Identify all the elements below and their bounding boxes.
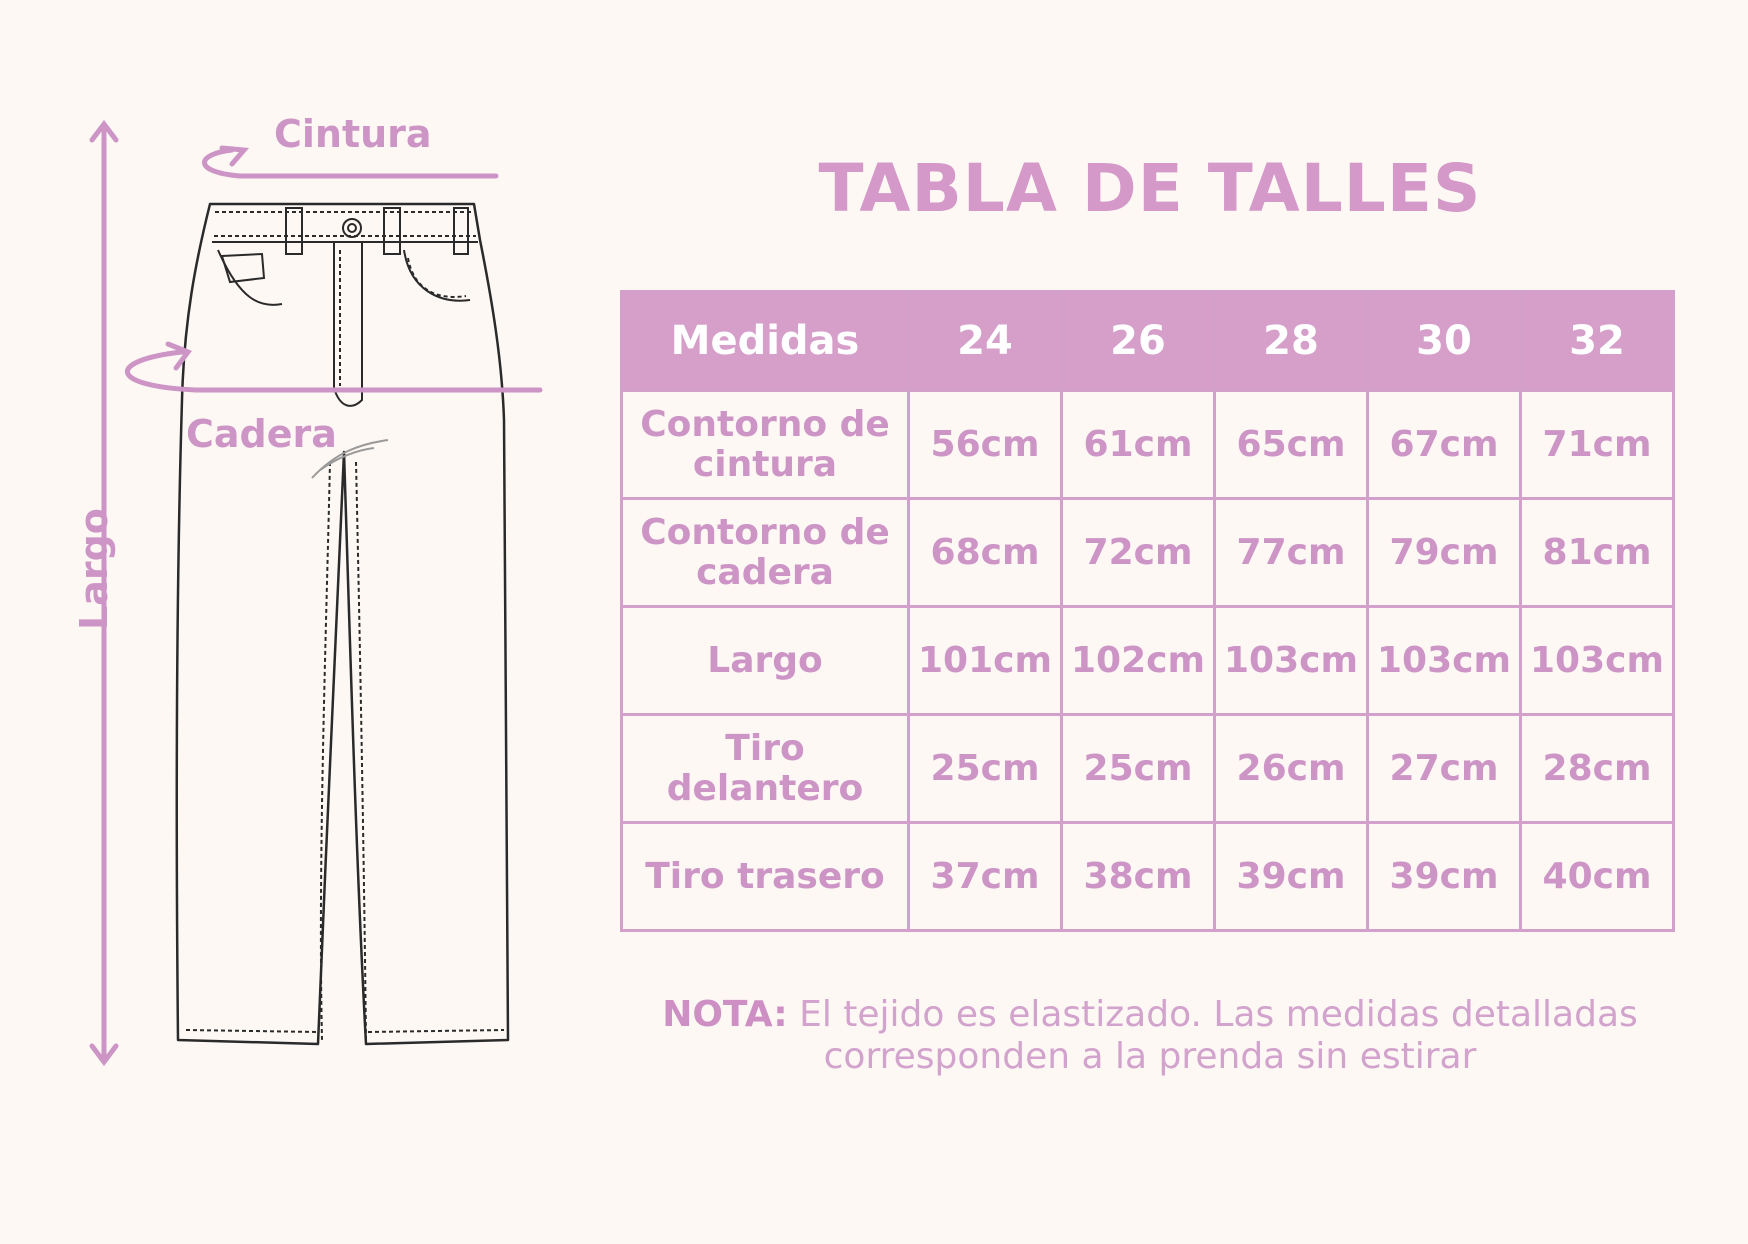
row-label: Tiro delantero bbox=[622, 715, 909, 823]
table-cell: 103cm bbox=[1368, 607, 1521, 715]
note bbox=[620, 994, 1680, 1078]
waist-label: Cintura bbox=[274, 112, 432, 156]
header-size: 30 bbox=[1368, 292, 1521, 391]
row-label: Tiro trasero bbox=[622, 823, 909, 931]
header-size: 26 bbox=[1062, 292, 1215, 391]
table-cell: 28cm bbox=[1521, 715, 1674, 823]
table-cell: 27cm bbox=[1368, 715, 1521, 823]
table-cell: 79cm bbox=[1368, 499, 1521, 607]
table-row bbox=[622, 823, 1674, 931]
table-cell: 103cm bbox=[1215, 607, 1368, 715]
hip-label: Cadera bbox=[186, 412, 337, 456]
table-header-row bbox=[622, 292, 1674, 391]
note-label: NOTA: bbox=[662, 994, 788, 1035]
table-cell: 25cm bbox=[909, 715, 1062, 823]
note-text: El tejido es elastizado. Las medidas detalladas corresponden a la prenda sin estirar bbox=[799, 994, 1638, 1077]
table-cell: 61cm bbox=[1062, 391, 1215, 499]
table-cell: 68cm bbox=[909, 499, 1062, 607]
table-cell: 38cm bbox=[1062, 823, 1215, 931]
header-size: 28 bbox=[1215, 292, 1368, 391]
table-cell: 26cm bbox=[1215, 715, 1368, 823]
length-label: Largo bbox=[72, 508, 116, 630]
header-measures: Medidas bbox=[622, 292, 909, 391]
header-size: 32 bbox=[1521, 292, 1674, 391]
size-table bbox=[620, 290, 1675, 932]
table-cell: 72cm bbox=[1062, 499, 1215, 607]
table-cell: 81cm bbox=[1521, 499, 1674, 607]
row-label: Contorno de cadera bbox=[622, 499, 909, 607]
table-cell: 39cm bbox=[1215, 823, 1368, 931]
table-cell: 101cm bbox=[909, 607, 1062, 715]
pants-figure bbox=[0, 0, 600, 1240]
table-row bbox=[622, 715, 1674, 823]
table-cell: 40cm bbox=[1521, 823, 1674, 931]
table-cell: 102cm bbox=[1062, 607, 1215, 715]
table-cell: 65cm bbox=[1215, 391, 1368, 499]
table-cell: 67cm bbox=[1368, 391, 1521, 499]
table-cell: 39cm bbox=[1368, 823, 1521, 931]
table-cell: 71cm bbox=[1521, 391, 1674, 499]
header-size: 24 bbox=[909, 292, 1062, 391]
table-cell: 56cm bbox=[909, 391, 1062, 499]
row-label: Contorno de cintura bbox=[622, 391, 909, 499]
table-cell: 103cm bbox=[1521, 607, 1674, 715]
table-row bbox=[622, 607, 1674, 715]
page-title: TABLA DE TALLES bbox=[818, 150, 1482, 227]
table-row bbox=[622, 499, 1674, 607]
table-cell: 77cm bbox=[1215, 499, 1368, 607]
table-cell: 25cm bbox=[1062, 715, 1215, 823]
table-row bbox=[622, 391, 1674, 499]
table-cell: 37cm bbox=[909, 823, 1062, 931]
pants-outline-icon bbox=[177, 204, 508, 1044]
row-label: Largo bbox=[622, 607, 909, 715]
